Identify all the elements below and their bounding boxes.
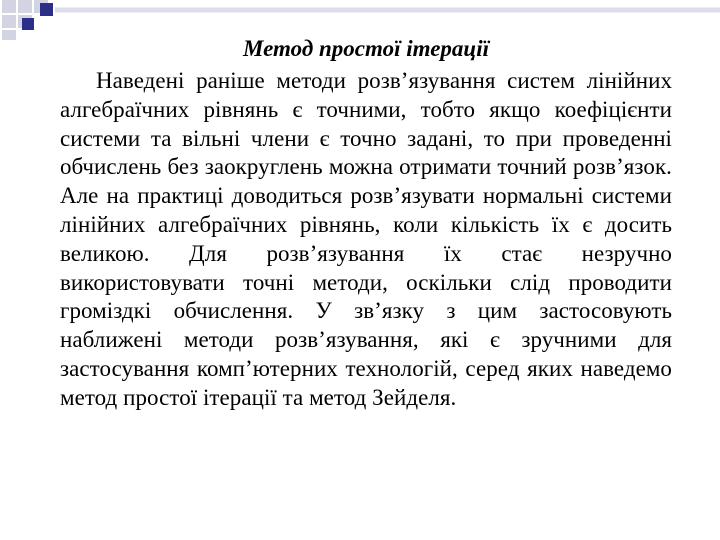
body-paragraph: Наведені раніше методи розв’язування систем лінійних алгебраїчних рівнянь є точними, тобто якщо коефіцієнти системи та вільні члени є точно задані, то при проведенні обчислень без заокруглень можна отримати точний розв’язок. Але на практиці доводиться розв’язувати нормальні системи лінійних алгебраїчних рівнянь, коли кількість їх є досить великою. Для розв’язування їх стає незручно використовувати точні методи, оскільки слід проводити громіздкі обчислення. У зв’язку з цим застосовують наближені методи розв’язування, які є зручними для застосування комп’ютерних технологій, серед яких наведемо метод простої ітерації та метод Зейделя. [60,68,672,410]
deco-square-dark [40,3,53,16]
deco-square [2,15,16,28]
deco-square [18,0,32,13]
slide-title [0,34,720,64]
deco-square-dark [22,18,34,30]
slide-title-text: Метод простої ітерації [243,36,489,61]
deco-square [2,0,16,13]
